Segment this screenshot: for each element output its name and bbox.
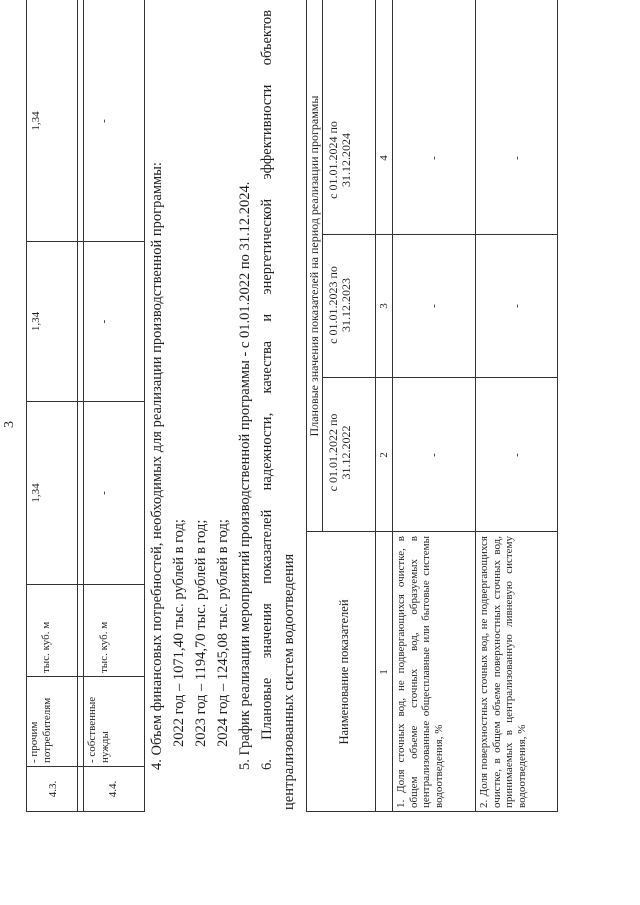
header-period-2022: с 01.01.2022 по 31.12.2022 [326, 413, 353, 492]
section-5-text: 5. График реализации мероприятий производственной программы - с 01.01.2022 по 31.12.2024. [237, 181, 253, 770]
column-number: 1 [378, 669, 390, 675]
page-number: 3 [2, 421, 17, 428]
finance-line: 2022 год – 1071,40 тыс. рублей в год; [171, 519, 187, 747]
row-unit: тыс. куб. м [98, 621, 110, 673]
row-name: - собственные нужды [86, 696, 111, 763]
value-2024: - [428, 156, 440, 160]
indicator-text: 2. Доля поверхностных сточных вод, не подвергающихся очистке, в общем объеме поверхностных сточных вод, принимаемых в централизованную ливневую систему водоотведения, % [478, 536, 528, 808]
value-2023: - [428, 304, 440, 308]
indicator-text: 1. Доля сточных вод, не подвергающихся очистке, в общем объеме сточных вод, образуемых в централизованные общесплавные или бытовые системы водоотведения, % [395, 536, 445, 808]
value-2022: - [428, 453, 440, 457]
header-plan-values: Плановые значения показателей на период реализации программы [307, 95, 321, 437]
column-number: 2 [378, 452, 390, 458]
header-period-2023: с 01.01.2023 по 31.12.2023 [326, 266, 353, 344]
header-period-2024: с 01.01.2024 по 31.12.2024 [326, 121, 353, 199]
value-2022: 1,34 [30, 483, 42, 503]
value-2024: - [98, 119, 110, 123]
column-number: 4 [378, 155, 390, 161]
header-indicator-name: Наименование показателей [337, 599, 351, 745]
column-number: 3 [378, 303, 390, 309]
row-unit: тыс. куб. м [40, 621, 52, 673]
section-4-title: 4. Объем финансовых потребностей, необходимых для реализации производственной программы: [149, 162, 165, 770]
value-2023: - [98, 319, 110, 324]
value-2023: - [511, 304, 523, 308]
finance-line: 2023 год – 1194,70 тыс. рублей в год; [193, 519, 209, 747]
finance-line: 2024 год – 1245,08 тыс. рублей в год; [215, 519, 231, 747]
value-2022: - [511, 453, 523, 457]
value-2022: - [98, 491, 110, 495]
row-number: 4.3. [47, 780, 59, 798]
value-2023: 1,34 [30, 311, 42, 332]
row-name: - прочим потребителям [28, 697, 53, 763]
value-2024: 1,34 [30, 111, 42, 131]
section-6-title: 6. Плановые значения показателей надежности, качества и энергетической эффективности объектов [259, 10, 275, 770]
value-2024: - [511, 156, 523, 160]
row-number: 4.4. [107, 780, 119, 798]
section-6-title-cont: централизованных систем водоотведения [281, 553, 297, 810]
